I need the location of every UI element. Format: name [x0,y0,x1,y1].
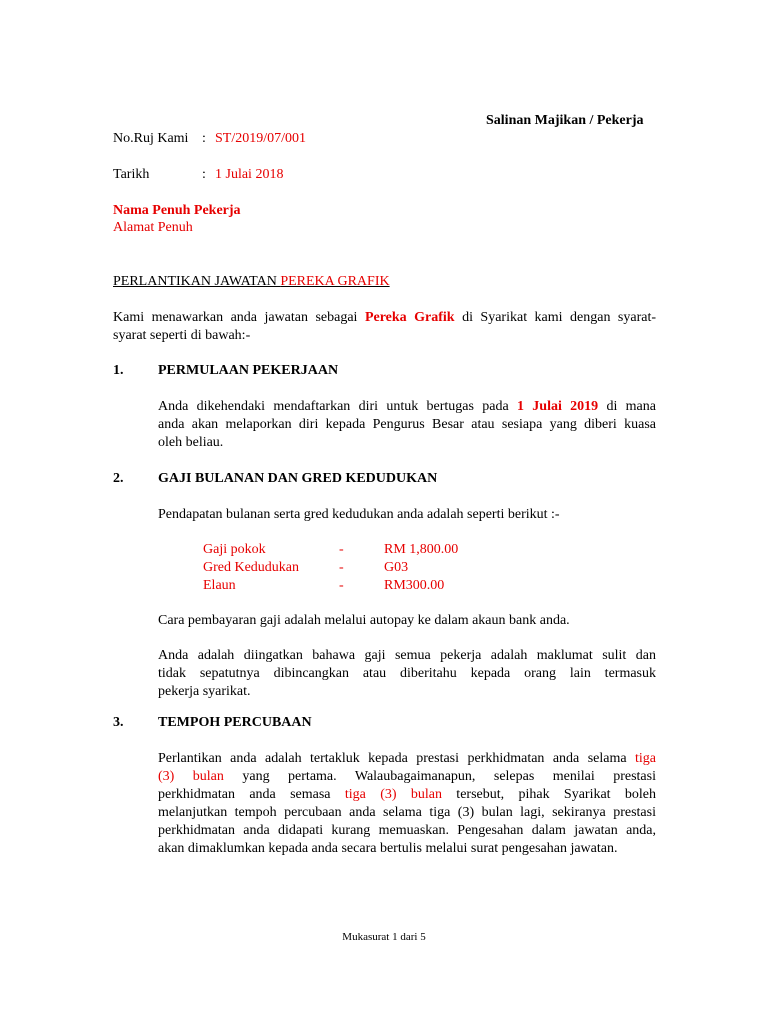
salary-row-dash: - [339,560,344,575]
probation-paragraph: Perlantikan anda adalah tertakluk kepada prestasi perkhidmatan anda selama tiga (3) bulan yang pertama. Walaubagaimanapun, selepas menilai prestasi perkhidmatan anda semasa tiga (3) bulan tersebut, pihak Syarikat boleh melanjutkan tempoh percubaan anda selama tiga (3) bulan lagi, sekiranya prestasi perkhidmatan anda didapati kurang memuaskan. Pengesahan dalam jawatan anda, akan dimaklumkan kepada anda secara bertulis melalui surat pengesahan jawatan. [158,751,657,856]
salary-intro: Pendapatan bulanan serta gred kedudukan anda adalah seperti berikut :- [158,507,560,522]
section-1-title: PERMULAAN PEKERJAAN [158,363,339,378]
start-date: 1 Julai 2019 [517,399,599,414]
subject-position: PEREKA GRAFIK [280,274,390,289]
confidentiality-paragraph: Anda adalah diingatkan bahawa gaji semua pekerja adalah maklumat sulit dan tidak sepatutnya dibincangkan atau diberitahu kepada orang lain termasuk pekerja syarikat. [158,648,656,699]
salary-row-dash: - [339,578,344,593]
date-value: 1 Julai 2018 [215,167,284,182]
intro-position: Pereka Grafik [364,310,455,325]
probation-duration: tiga [635,751,656,766]
salary-row-value: RM300.00 [384,578,445,593]
ref-separator: : [202,131,206,146]
salary-row-dash: - [339,542,344,557]
ref-value: ST/2019/07/001 [215,131,307,146]
probation-duration: tiga (3) bulan [344,787,442,802]
subject-prefix: PERLANTIKAN JAWATAN [113,274,281,289]
copy-label: Salinan Majikan / Pekerja [486,113,644,128]
section-3-title: TEMPOH PERCUBAAN [158,715,312,730]
section-2-title: GAJI BULANAN DAN GRED KEDUDUKAN [158,471,438,486]
ref-label: No.Ruj Kami [113,131,189,146]
salary-row-label: Gred Kedudukan [203,560,300,575]
salary-row-value: G03 [384,560,409,575]
page-number: Mukasurat 1 dari 5 [342,931,426,943]
date-label: Tarikh [113,167,150,182]
section-2-number: 2. [113,471,124,486]
section-1-number: 1. [113,363,124,378]
probation-duration: (3) bulan [158,769,224,784]
intro-paragraph: Kami menawarkan anda jawatan sebagai Pereka Grafik di Syarikat kami dengan syarat- syarat seperti di bawah:- [113,310,657,343]
payment-method: Cara pembayaran gaji adalah melalui autopay ke dalam akaun bank anda. [158,613,570,628]
section-1-paragraph: Anda dikehendaki mendaftarkan diri untuk bertugas pada 1 Julai 2019 di mana anda akan melaporkan diri kepada Pengurus Besar atau sesiapa yang diberi kuasa oleh beliau. [158,399,656,450]
recipient-address: Alamat Penuh [113,220,193,235]
date-separator: : [202,167,206,182]
salary-row-value: RM 1,800.00 [384,542,459,557]
salary-row-label: Elaun [203,578,236,593]
salary-row-label: Gaji pokok [203,542,266,557]
section-3-number: 3. [113,715,124,730]
subject-title [113,273,390,291]
recipient-name: Nama Penuh Pekerja [113,203,241,218]
